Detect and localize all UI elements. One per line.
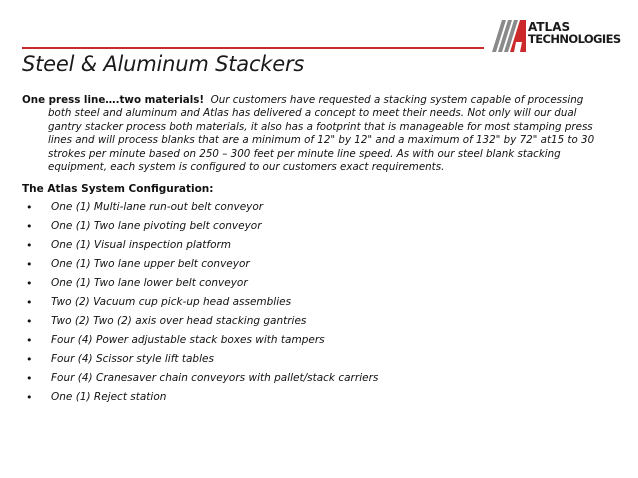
atlas-logo [480, 18, 628, 54]
list-item-label: Two (2) Vacuum cup pick-up head assemblies [51, 296, 292, 308]
list-item-label: Four (4) Cranesaver chain conveyors with pallet/stack carriers [51, 372, 379, 384]
list-item [22, 293, 378, 312]
list-item [22, 198, 378, 217]
list-item [22, 369, 378, 388]
logo-line-2: TECHNOLOGIES [528, 32, 621, 46]
list-item [22, 274, 378, 293]
bullet-icon: • [26, 258, 33, 271]
list-item [22, 255, 378, 274]
bullet-icon: • [26, 277, 33, 290]
intro-lead: One press line….two materials! [22, 94, 205, 106]
list-item-label: One (1) Reject station [51, 391, 167, 403]
list-item [22, 350, 378, 369]
page-title: Steel & Aluminum Stackers [22, 52, 305, 76]
bullet-icon: • [26, 315, 33, 328]
list-item [22, 236, 378, 255]
logo-line-1: ATLAS [528, 20, 571, 34]
logo-wordmark [528, 21, 621, 45]
bullet-icon: • [26, 391, 33, 404]
list-item-label: One (1) Two lane lower belt conveyor [51, 277, 248, 289]
list-item-label: One (1) Multi-lane run-out belt conveyor [51, 201, 264, 213]
list-item-label: One (1) Two lane pivoting belt conveyor [51, 220, 262, 232]
list-item [22, 331, 378, 350]
bullet-icon: • [26, 372, 33, 385]
bullet-icon: • [26, 334, 33, 347]
list-item-label: Two (2) Two (2) axis over head stacking gantries [51, 315, 307, 327]
header-rule [22, 47, 484, 49]
list-item-label: Four (4) Power adjustable stack boxes with tampers [51, 334, 325, 346]
list-item [22, 217, 378, 236]
list-item-label: One (1) Visual inspection platform [51, 239, 232, 251]
bullet-icon: • [26, 296, 33, 309]
list-item-label: Four (4) Scissor style lift tables [51, 353, 214, 365]
bullet-icon: • [26, 201, 33, 214]
list-item-label: One (1) Two lane upper belt conveyor [51, 258, 250, 270]
logo-mark-icon [480, 18, 530, 54]
configuration-list [22, 198, 378, 407]
bullet-icon: • [26, 220, 33, 233]
bullet-icon: • [26, 353, 33, 366]
intro-body: Our customers have requested a stacking system capable of processing both steel and aluminum and Atlas has delivered a concept to meet their needs. Not only will our dual gantry stacker process both materials, it also has a footprint that is manageable for most stamping press lines and will process blanks that are a minimum of 12" by 12" and a maximum of 132" by 72" at15 to 30 strokes per minute based on 250 – 300 feet per minute line speed. As with our steel blank stacking equipment, each system is configured to our customers exact requirements. [48, 94, 595, 174]
bullet-icon: • [26, 239, 33, 252]
list-item [22, 388, 378, 407]
config-heading: The Atlas System Configuration: [22, 183, 214, 195]
list-item [22, 312, 378, 331]
intro-paragraph [22, 94, 606, 174]
